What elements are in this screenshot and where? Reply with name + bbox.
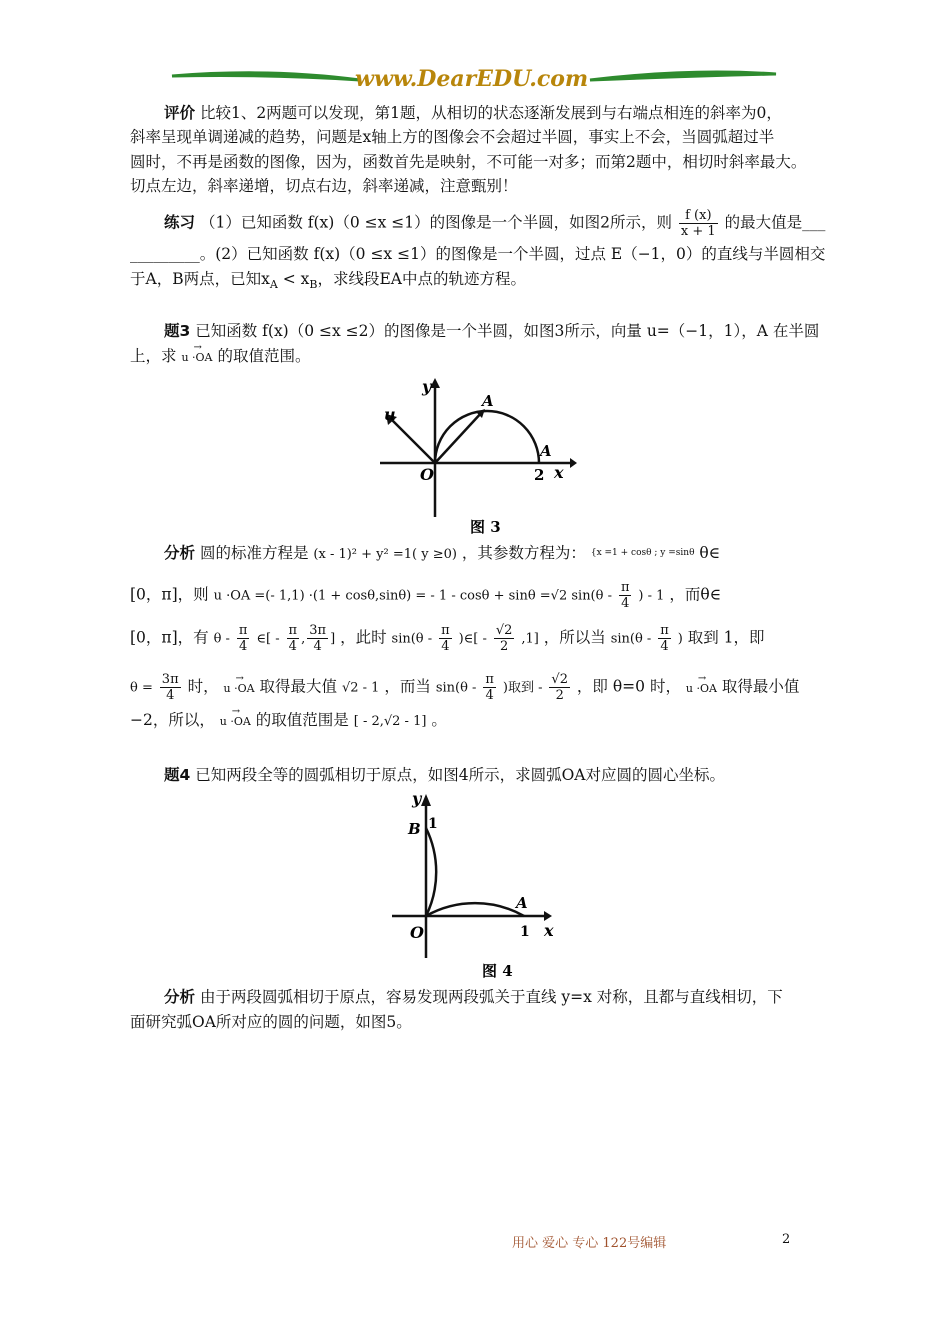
lianxi-line-2: _________。(2）已知函数 f(x)（0 ≤x ≤1）的图像是一个半圆，过点 E（−1，0）的直线与半圆相交 bbox=[130, 245, 826, 263]
fig4-point-b: B bbox=[408, 820, 421, 838]
fig3-point-a-end: A bbox=[540, 442, 552, 460]
fig4-xlabel: x bbox=[544, 921, 554, 940]
fig4-caption: 图 4 bbox=[482, 962, 513, 980]
fig3-u-label: u bbox=[384, 405, 396, 424]
pingjia-label: 评价 bbox=[164, 104, 196, 122]
ti4-line: 题4 已知两段全等的圆弧相切于原点，如图4所示，求圆弧OA对应圆的圆心坐标。 bbox=[164, 766, 725, 784]
header-banner bbox=[170, 62, 780, 94]
lianxi-line-3: 于A，B两点，已知$x_A < x_B$，求线段EA中点的轨迹方程。 bbox=[130, 270, 526, 292]
fig3-ylabel: y bbox=[422, 377, 432, 396]
fenxi2-line-2: 面研究弧OA所对应的圆的问题，如图5。 bbox=[130, 1013, 412, 1031]
figure-3-graphic bbox=[378, 372, 578, 542]
fenxi1-label: 分析 bbox=[164, 544, 196, 562]
fenxi2-label: 分析 bbox=[164, 988, 196, 1006]
ti3-line-1: 题3 已知函数 f(x)（0 ≤x ≤2）的图像是一个半圆，如图3所示，向量 u=（−1，1），A 在半圆 bbox=[164, 322, 820, 340]
pingjia-line-1: 评价 比较1、2两题可以发现，第1题，从相切的状态逐渐发展到与右端点相连的斜率为0， bbox=[164, 104, 782, 122]
fenxi2-line-1: 分析 由于两段圆弧相切于原点，容易发现两段弧关于直线 y=x 对称，且都与直线相切，下 bbox=[164, 988, 783, 1006]
fenxi1-line-5: −2，所以， → u ·OA 的取值范围是 [ - 2,√2 - 1] 。 bbox=[130, 710, 820, 732]
pingjia-line-4: 切点左边，斜率递增，切点右边，斜率递减，注意甄别！ bbox=[130, 177, 518, 195]
ti3-label: 题3 bbox=[164, 322, 191, 340]
ti3-line-2: 上，求 → u ·OA 的取值范围。 bbox=[130, 346, 820, 368]
fenxi1-line-3: [0，π]，有 θ - $\frac{\pi}{4}$ ∈[ - $\frac{\pi}{4}$ , $\frac{3\pi}{4}$ ] ，此时 sin(θ - $\frac{\pi}{4}$ )∈[ - $\frac{√2}{2}$ ,1] ，所以当 sin(θ - $\frac{\pi}{4}$ ) 取到 1，即 bbox=[130, 623, 765, 654]
fenxi1-line-2: [0，π]，则 u ·OA =(- 1,1) ·(1 + cosθ,sinθ) = - 1 - cosθ + sinθ =√2 sin(θ - $\frac{\pi}{4}$ ) - 1 ，而θ∈ bbox=[130, 580, 722, 611]
fig4-ylabel: y bbox=[412, 789, 422, 808]
ti4-label: 题4 bbox=[164, 766, 191, 784]
fig3-point-a-top: A bbox=[482, 392, 494, 410]
footer-text: 用心 爱心 专心 122号编辑 bbox=[512, 1236, 667, 1251]
fig3-xlabel: x bbox=[554, 463, 564, 482]
figure-4-graphic bbox=[388, 788, 568, 983]
fig4-tick-1-y: 1 bbox=[428, 816, 438, 832]
fenxi1-line-1: 分析 圆的标准方程是 (x - 1)² + y² =1( y ≥0) ，其参数方程为： $^{\{x =1 + cos\theta ; y =sin\theta}$ θ∈ bbox=[164, 544, 721, 562]
fig3-caption: 图 3 bbox=[470, 518, 501, 536]
circle-equation: (x - 1)² + y² =1( y ≥0) bbox=[313, 547, 457, 562]
lianxi-label: 练习 bbox=[164, 213, 196, 232]
fig3-origin-label: O bbox=[420, 465, 434, 484]
parametric-equation: {x =1 + cosθ ; y =sinθ bbox=[590, 548, 695, 558]
site-logo-text: www.DearEDU.com bbox=[355, 66, 589, 92]
pingjia-line-2: 斜率呈现单调递减的趋势，问题是x轴上方的图像会不会超过半圆，事实上不会，当圆弧超过半 bbox=[130, 128, 775, 146]
fig4-origin-label: O bbox=[410, 923, 424, 942]
fig4-tick-1-x: 1 bbox=[520, 924, 530, 940]
lianxi-line-1: 练习 （1）已知函数 f(x)（0 ≤x ≤1）的图像是一个半圆，如图2所示，则 $\frac{f (x)}{x + 1}$ 的最大值是___ bbox=[164, 208, 826, 239]
fig4-point-a: A bbox=[516, 894, 528, 912]
fenxi1-line-4: θ = $\frac{3\pi}{4}$ 时， → u ·OA 取得最大值 √2 - 1 ，而当 sin(θ - $\frac{\pi}{4}$ )取到 - $\frac{√2}{2}$ ，即 θ=0 时， → u ·OA 取得最小值 bbox=[130, 672, 820, 703]
figure-3 bbox=[378, 372, 578, 542]
page-number: 2 bbox=[782, 1232, 791, 1247]
figure-4 bbox=[388, 788, 568, 983]
dot-product-u-OA: → u ·OA bbox=[181, 348, 212, 368]
fraction-fx-over-x1: $\frac{f (x)}{x + 1}$ bbox=[680, 208, 716, 239]
fig3-tick-2: 2 bbox=[534, 466, 545, 484]
pingjia-line-3: 圆时，不再是函数的图像，因为，函数首先是映射，不可能一对多；而第2题中，相切时斜率最大。 bbox=[130, 153, 807, 171]
